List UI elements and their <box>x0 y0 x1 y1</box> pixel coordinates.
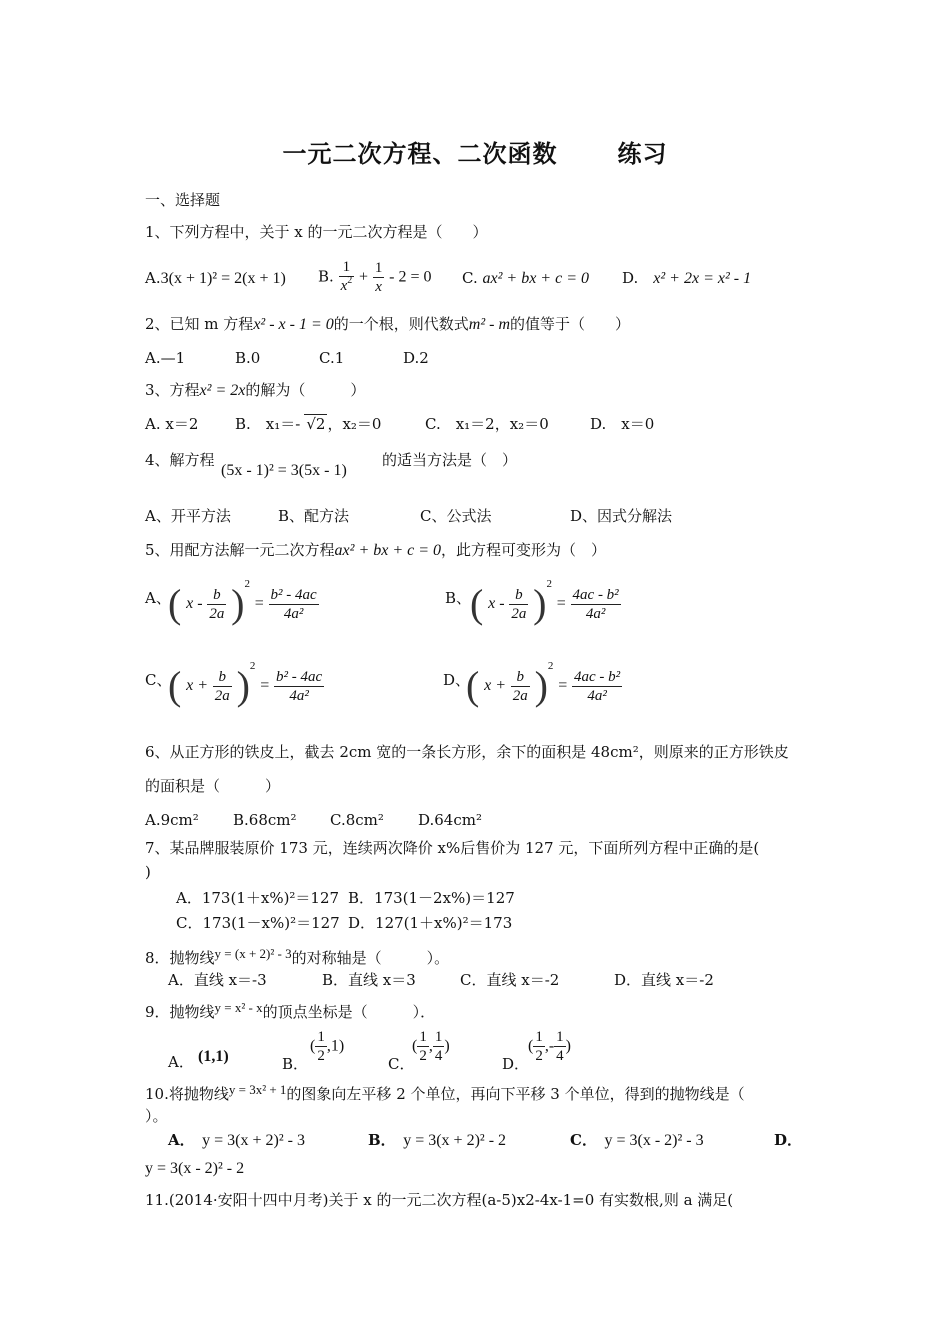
q3-option-b: B. x₁＝- √2 ，x₂＝0 <box>235 415 382 433</box>
q9-option-a: (1,1) <box>198 1048 229 1065</box>
q2-option-a: A.—1 <box>145 349 186 367</box>
q10-option-a: A． y = 3(x + 2)² - 3 <box>168 1131 305 1149</box>
q4-option-b: B、配方法 <box>278 507 350 525</box>
q6-option-b: B.68cm² <box>233 811 297 829</box>
q9-equation: y = x² - x <box>214 1000 263 1015</box>
q6-option-c: C.8cm² <box>330 811 384 829</box>
q3-option-c: C. x₁＝2，x₂＝0 <box>425 415 549 433</box>
q4-option-a: A、开平方法 <box>145 507 231 525</box>
q2-expression: m² - m <box>468 316 511 333</box>
q10-stem-line2: ）。 <box>145 1107 168 1125</box>
q7-stem-line1: 7、某品牌服装原价 173 元，连续两次降价 x%后售价为 127 元，下面所列方程中正确的是( <box>145 839 760 857</box>
q10-equation: y = 3x² + 1 <box>228 1082 287 1097</box>
q7-stem-line2: ) <box>145 863 151 881</box>
q3-option-a: A. x＝2 <box>145 415 199 433</box>
q10-option-c: C． y = 3(x - 2)² - 3 <box>570 1131 704 1149</box>
q5-option-c: ( x + $\frac{b}{2a}$ )$^2$ = $\frac{\text{b² - 4ac}}{\text{4a²}}$ <box>168 660 323 708</box>
q1-b-frac1: $\frac{1}{x^2}$ <box>340 259 353 294</box>
q5-option-a: ( x - $\frac{b}{2a}$ )$^2$ = $\frac{\text{b² - 4ac}}{\text{4a²}}$ <box>168 578 317 626</box>
q1-option-a <box>145 268 286 289</box>
q9-option-d: ( $\frac{1}{2}$ ,- $\frac{1}{4}$ ) <box>528 1029 571 1064</box>
q4-stem: 4、解方程 <box>145 451 215 469</box>
q1-b-rest: - 2 = 0 <box>389 268 432 286</box>
q10-stem: 10.将抛物线y = 3x² + 1的图象向左平移 2 个单位，再向下平移 3 个单位，得到的抛物线是（ <box>145 1082 745 1103</box>
q3-option-d: D. x＝0 <box>590 415 655 433</box>
q2-option-c: C.1 <box>319 349 345 367</box>
q5-b-label: B、 <box>445 589 472 607</box>
q8-stem: 8．抛物线y = (x + 2)² - 3的对称轴是（ ）。 <box>145 946 450 967</box>
q1-b-label: B. <box>318 267 334 286</box>
q6-stem-line1: 6、从正方形的铁皮上，截去 2cm 宽的一条长方形，余下的面积是 48cm²，则原来的正方形铁皮 <box>145 743 789 761</box>
q2-equation: x² - x - 1 = 0 <box>253 316 334 333</box>
q10-option-b: B． y = 3(x + 2)² - 2 <box>368 1131 507 1149</box>
q1-c-label: C. <box>462 269 478 287</box>
section-heading: 一、选择题 <box>145 191 221 209</box>
q2-option-d: D.2 <box>403 349 429 367</box>
q5-stem: 5、用配方法解一元二次方程ax² + bx + c = 0，此方程可变形为（ ） <box>145 541 607 559</box>
q4-stem-post: 的适当方法是（ ） <box>382 451 518 469</box>
q9-d-label: D． <box>502 1055 530 1073</box>
q1-stem: 1、下列方程中，关于 x 的一元二次方程是（ ） <box>145 223 488 241</box>
q5-d-label: D、 <box>443 671 471 689</box>
q1-option-b: B. $\frac{1}{x^2}$ + $\frac{1}{x}$ - 2 = 0 <box>318 259 432 295</box>
q5-option-d: ( x + $\frac{b}{2a}$ )$^2$ = $\frac{\text{4ac - b²}}{\text{4a²}}$ <box>466 660 621 708</box>
q3-equation: x² = 2x <box>199 382 246 399</box>
q1-d-label: D. <box>622 269 639 287</box>
q3-stem: 3、方程x² = 2x的解为（ ） <box>145 381 366 399</box>
q9-option-b: ( $\frac{1}{2}$ ,1) <box>310 1029 345 1064</box>
q4-option-c: C、公式法 <box>420 507 492 525</box>
q8-option-b: B．直线 x＝3 <box>322 971 416 989</box>
q1-b-frac2: $\frac{1}{x}$ <box>374 260 383 295</box>
q1-a-expr: 3(x + 1)² = 2(x + 1) <box>160 270 286 287</box>
q9-a-label: A． <box>168 1053 194 1071</box>
q11-stem: 11.(2014·安阳十四中月考)关于 x 的一元二次方程(a-5)x2-4x-1=0 有实数根,则 a 满足( <box>145 1191 734 1209</box>
q7-option-b: B．173(1－2x%)＝127 <box>348 889 515 907</box>
q8-equation: y = (x + 2)² - 3 <box>214 946 292 961</box>
title-main: 一元二次方程、二次函数 <box>282 140 558 168</box>
title-practice: 练习 <box>617 140 668 168</box>
q9-c-label: C． <box>388 1055 415 1073</box>
q5-a-label: A、 <box>145 589 171 607</box>
q4-option-d: D、因式分解法 <box>570 507 673 525</box>
q8-option-a: A．直线 x＝-3 <box>168 971 267 989</box>
q1-option-c <box>462 268 589 289</box>
q7-option-c: C．173(1－x%)²＝127 <box>176 914 340 932</box>
q9-stem: 9．抛物线y = x² - x的顶点坐标是（ ）． <box>145 1000 436 1021</box>
q1-a-label: A. <box>145 269 161 287</box>
q10-d-label: D． <box>774 1131 803 1149</box>
q10-option-d: y = 3(x - 2)² - 2 <box>145 1160 245 1177</box>
q1-option-d <box>622 268 751 289</box>
q6-option-d: D.64cm² <box>418 811 482 829</box>
q5-equation: ax² + bx + c = 0 <box>334 542 442 559</box>
q4-equation: (5x - 1)² = 3(5x - 1) <box>221 462 347 479</box>
q8-option-c: C．直线 x＝-2 <box>460 971 560 989</box>
q5-c-label: C、 <box>145 671 172 689</box>
q9-b-label: B． <box>282 1055 309 1073</box>
q5-option-b: ( x - $\frac{b}{2a}$ )$^2$ = $\frac{\text{4ac - b²}}{\text{4a²}}$ <box>470 578 619 626</box>
q2-stem: 2、已知 m 方程x² - x - 1 = 0的一个根，则代数式m² - m的值等于（ ） <box>145 315 631 333</box>
q8-option-d: D．直线 x＝-2 <box>614 971 714 989</box>
q2-option-b: B.0 <box>235 349 261 367</box>
q6-stem-line2: 的面积是（ ） <box>145 777 281 795</box>
q6-option-a: A.9cm² <box>145 811 199 829</box>
q1-d-expr: x² + 2x = x² - 1 <box>653 270 752 287</box>
q9-option-c: ( $\frac{1}{2}$ , $\frac{1}{4}$ ) <box>412 1029 450 1064</box>
q7-option-a: A．173(1＋x%)²＝127 <box>176 889 340 907</box>
q7-option-d: D．127(1＋x%)²＝173 <box>348 914 513 932</box>
page-title <box>0 134 950 169</box>
q1-c-expr: ax² + bx + c = 0 <box>482 270 589 287</box>
